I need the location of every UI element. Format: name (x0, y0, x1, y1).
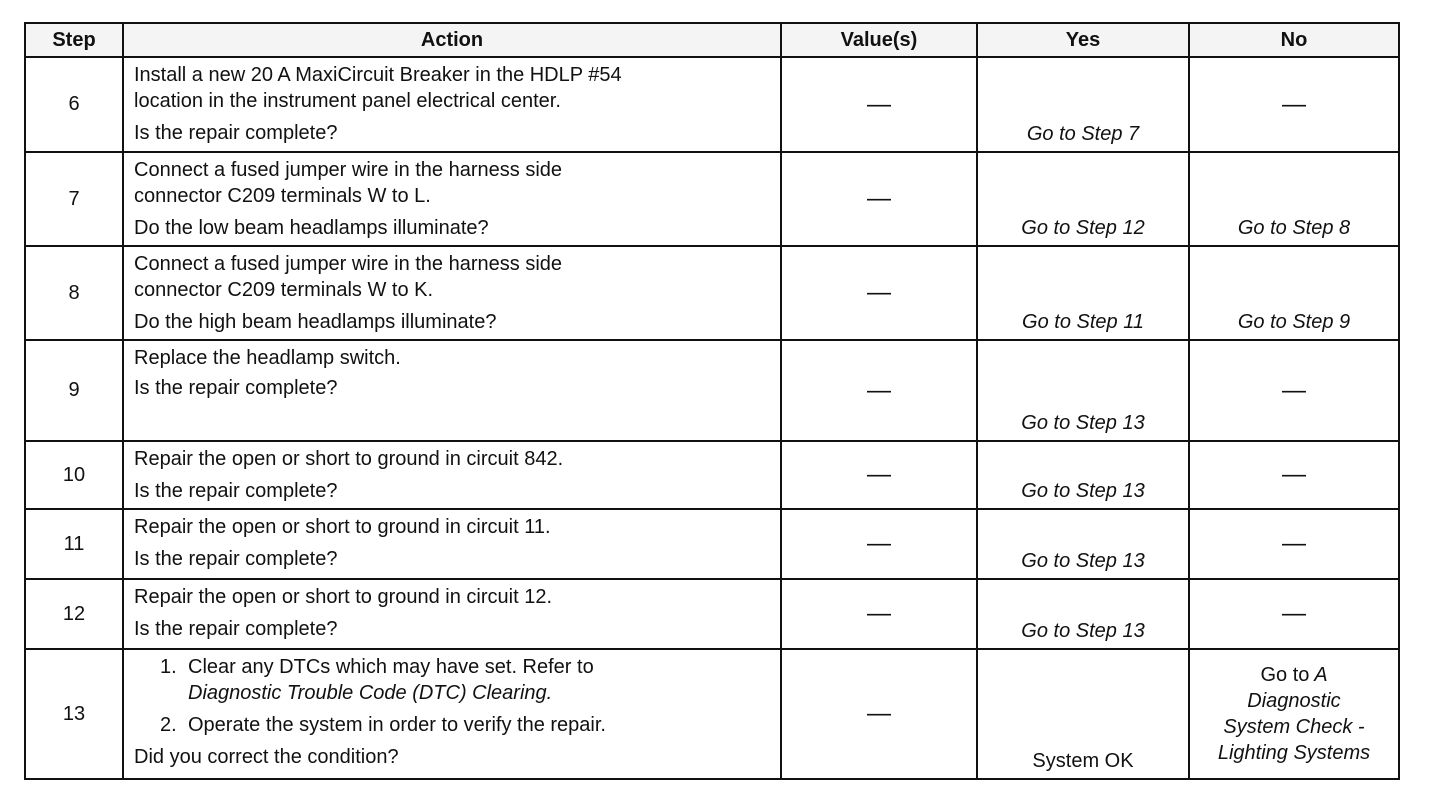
yes-link[interactable]: Go to Step 7 (977, 57, 1189, 152)
action-cell (123, 509, 781, 579)
action-question: Is the repair complete? (134, 480, 338, 502)
step-number: 6 (25, 57, 123, 152)
table-row (25, 340, 1399, 441)
yes-link[interactable]: Go to Step 11 (977, 246, 1189, 340)
value-cell: — (781, 441, 977, 509)
no-cell: — (1189, 579, 1399, 649)
action-text: Repair the open or short to ground in circuit 11. (134, 516, 551, 538)
action-text: Install a new 20 A MaxiCircuit Breaker in the HDLP #54 location in the instrument panel electrical center. (134, 64, 622, 112)
step-number: 9 (25, 340, 123, 441)
action-text: Connect a fused jumper wire in the harness side connector C209 terminals W to K. (134, 253, 563, 301)
table-row (25, 152, 1399, 246)
step-number: 11 (25, 509, 123, 579)
no-cell: — (1189, 441, 1399, 509)
list-item (160, 654, 770, 706)
action-cell (123, 579, 781, 649)
value-cell: — (781, 579, 977, 649)
list-number: 1. (160, 656, 177, 678)
no-cell: — (1189, 57, 1399, 152)
table-row (25, 509, 1399, 579)
action-cell (123, 152, 781, 246)
action-text: Replace the headlamp switch. (134, 347, 401, 369)
table-row (25, 649, 1399, 779)
list-number: 2. (160, 714, 177, 736)
step-number: 10 (25, 441, 123, 509)
table-row (25, 441, 1399, 509)
diagnostic-table (24, 22, 1400, 780)
yes-link[interactable]: Go to Step 12 (977, 152, 1189, 246)
no-link[interactable]: Go to Step 8 (1189, 152, 1399, 246)
step-number: 7 (25, 152, 123, 246)
header-yes: Yes (977, 23, 1189, 57)
yes-result: System OK (977, 649, 1189, 779)
action-question: Did you correct the condition? (134, 746, 399, 768)
table-row (25, 246, 1399, 340)
action-cell (123, 57, 781, 152)
action-text: Repair the open or short to ground in circuit 842. (134, 448, 564, 470)
action-text: Connect a fused jumper wire in the harness side connector C209 terminals W to L. (134, 159, 563, 207)
action-cell (123, 441, 781, 509)
yes-link[interactable]: Go to Step 13 (977, 441, 1189, 509)
action-question: Is the repair complete? (134, 548, 338, 570)
value-cell: — (781, 57, 977, 152)
no-link[interactable]: Go to Step 9 (1189, 246, 1399, 340)
list-item (160, 712, 770, 738)
step-number: 8 (25, 246, 123, 340)
yes-link[interactable]: Go to Step 13 (977, 509, 1189, 579)
no-cell: — (1189, 340, 1399, 441)
value-cell: — (781, 246, 977, 340)
action-cell (123, 340, 781, 441)
no-link-letter: A (1314, 664, 1328, 686)
no-link[interactable] (1189, 649, 1399, 779)
table-row (25, 579, 1399, 649)
action-question: Is the repair complete? (134, 377, 338, 399)
table-row (25, 57, 1399, 152)
action-question: Is the repair complete? (134, 122, 338, 144)
list-text: Operate the system in order to verify the repair. (188, 714, 606, 736)
action-list (134, 654, 770, 738)
value-cell: — (781, 152, 977, 246)
header-action: Action (123, 23, 781, 57)
step-number: 12 (25, 579, 123, 649)
header-values: Value(s) (781, 23, 977, 57)
action-text: Repair the open or short to ground in circuit 12. (134, 586, 553, 608)
no-link-target: Diagnostic System Check - Lighting Systems (1217, 690, 1371, 764)
action-question: Is the repair complete? (134, 618, 338, 640)
action-question: Do the high beam headlamps illuminate? (134, 311, 497, 333)
header-no: No (1189, 23, 1399, 57)
action-question: Do the low beam headlamps illuminate? (134, 217, 489, 239)
action-cell (123, 246, 781, 340)
no-cell: — (1189, 509, 1399, 579)
step-number: 13 (25, 649, 123, 779)
yes-link[interactable]: Go to Step 13 (977, 340, 1189, 441)
list-text: Clear any DTCs which may have set. Refer to (188, 656, 594, 678)
yes-link[interactable]: Go to Step 13 (977, 579, 1189, 649)
header-row (25, 23, 1399, 57)
value-cell: — (781, 649, 977, 779)
no-link-prefix: Go to (1260, 664, 1310, 686)
procedure-link[interactable]: Diagnostic Trouble Code (DTC) Clearing. (188, 682, 553, 704)
action-cell (123, 649, 781, 779)
header-step: Step (25, 23, 123, 57)
value-cell: — (781, 340, 977, 441)
value-cell: — (781, 509, 977, 579)
